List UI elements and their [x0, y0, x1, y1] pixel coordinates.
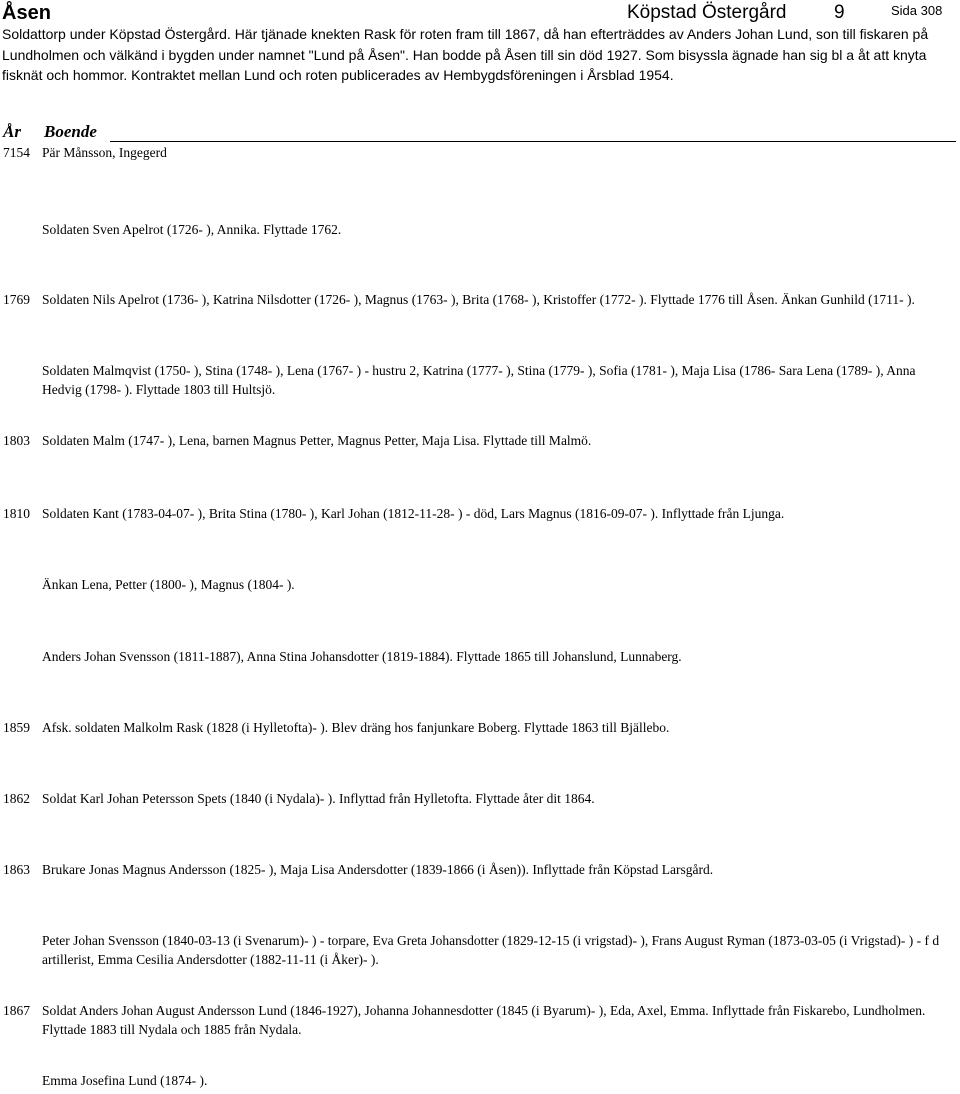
- entry-text: Änkan Lena, Petter (1800- ), Magnus (1804- ).: [42, 577, 295, 592]
- entry-year: 1769: [3, 292, 30, 307]
- entry-year: 1863: [3, 862, 30, 877]
- entry-text: Soldaten Nils Apelrot (1736- ), Katrina Nilsdotter (1726- ), Magnus (1763- ), Brita (1768- ), Kristoffer (1772- ). Flyttade 1776 till Åsen. Änkan Gunhild (1711- ).: [42, 292, 915, 307]
- entry-text: Soldaten Sven Apelrot (1726- ), Annika. Flyttade 1762.: [42, 222, 342, 237]
- entry-text: Soldaten Malm (1747- ), Lena, barnen Magnus Petter, Magnus Petter, Maja Lisa. Flyttade till Malmö.: [42, 433, 592, 448]
- page-number: Sida 308: [891, 3, 943, 18]
- entry-year: 1803: [3, 433, 30, 448]
- place-description: Soldattorp under Köpstad Östergård. Här tjänade knekten Rask för roten fram till 1867, då han efterträddes av Anders Johan Lund, son till fiskaren på Lundholmen och välkänd i bygden under namnet "Lund på Åsen". Han bodde på Åsen till sin död 1927. Som bisyssla ägnade han sig bl a åt att knyta fisknät och hommor. Kontraktet mellan Lund och roten publicerades av Hembygdsföreningen i Årsblad 1954.: [2, 26, 929, 83]
- header-rule: [110, 141, 956, 142]
- entry-text: Soldaten Kant (1783-04-07- ), Brita Stina (1780- ), Karl Johan (1812-11-28- ) - död, Lars Magnus (1816-09-07- ). Inflyttade från Ljunga.: [42, 506, 785, 521]
- entry-text: Emma Josefina Lund (1874- ).: [42, 1073, 208, 1088]
- entry-year: 1810: [3, 506, 30, 521]
- entry-text: Soldaten Malmqvist (1750- ), Stina (1748- ), Lena (1767- ) - hustru 2, Katrina (1777- ), Stina (1779- ), Sofia (1781- ), Maja Lisa (1786- Sara Lena (1789- ), Anna Hedvig (1798- ). Flyttade 1803 till Hultsjö.: [42, 363, 916, 397]
- entry-year: 1859: [3, 720, 30, 735]
- place-number: 9: [834, 2, 845, 23]
- entry-text: Pär Månsson, Ingegerd: [42, 145, 167, 160]
- entry-text: Brukare Jonas Magnus Andersson (1825- ), Maja Lisa Andersdotter (1839-1866 (i Åsen)). Inflyttade från Köpstad Larsgård.: [42, 862, 714, 877]
- entry-year: 1862: [3, 791, 30, 806]
- entry-year: 1867: [3, 1003, 30, 1018]
- column-header-year: År: [3, 122, 21, 141]
- entry-text: Afsk. soldaten Malkolm Rask (1828 (i Hylletofta)- ). Blev dräng hos fanjunkare Boberg. Flyttade 1863 till Bjällebo.: [42, 720, 670, 735]
- place-title: Åsen: [2, 2, 51, 24]
- entry-text: Peter Johan Svensson (1840-03-13 (i Svenarum)- ) - torpare, Eva Greta Johansdotter (1829-12-15 (i vrigstad)- ), Frans August Ryman (1873-03-05 (i Vrigstad)- ) - f d artillerist, Emma Cesilia Andersdotter (1882-11-11 (i Åker)- ).: [42, 933, 940, 967]
- column-header-residence: Boende: [44, 122, 97, 141]
- district-name: Köpstad Östergård: [627, 2, 787, 23]
- entry-text: Soldat Anders Johan August Andersson Lund (1846-1927), Johanna Johannesdotter (1845 (i Byarum)- ), Eda, Axel, Emma. Inflyttade från Fiskarebo, Lundholmen. Flyttade 1883 till Nydala och 1885 från Nydala.: [42, 1003, 926, 1037]
- entry-year: 7154: [3, 145, 30, 160]
- entry-text: Anders Johan Svensson (1811-1887), Anna Stina Johansdotter (1819-1884). Flyttade 1865 till Johanslund, Lunnaberg.: [42, 649, 682, 664]
- entry-text: Soldat Karl Johan Petersson Spets (1840 (i Nydala)- ). Inflyttad från Hylletofta. Flyttade åter dit 1864.: [42, 791, 595, 806]
